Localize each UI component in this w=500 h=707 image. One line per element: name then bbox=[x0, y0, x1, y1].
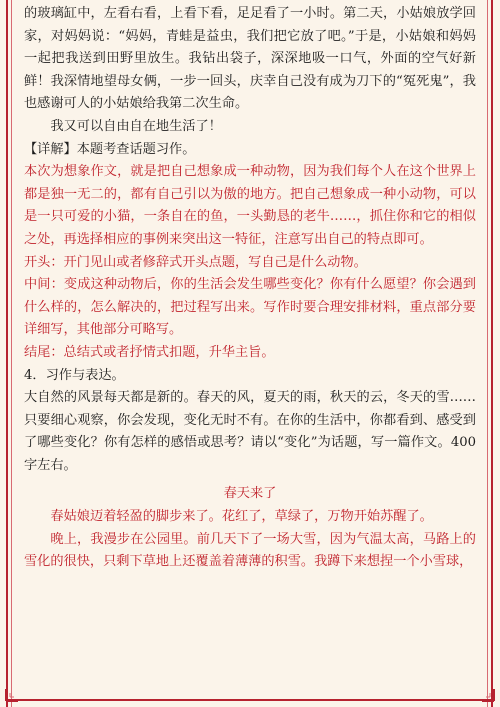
task-number: 4．习作与表达。 bbox=[24, 367, 125, 383]
analysis-start: 开头：开门见山或者修辞式开头点题，写自己是什么动物。 bbox=[24, 254, 367, 270]
story-paragraph-1: 的玻璃缸中，左看右看，上看下看，足足看了一小时。第二天，小姑娘放学回家，对妈妈说：“妈妈，青蛙是益虫，我们把它放了吧。”于是，小姑娘和妈妈一起把我送到田野里放生。我钻出袋子，深深地吸一口气，外面的空气好新鲜！我深情地望母女俩，一步一回头，庆幸自己没有成为刀下的“冤死鬼”，我也感谢可人的小姑娘给我第二次生命。 bbox=[24, 6, 476, 112]
corner-ornament-left-icon bbox=[4, 685, 22, 703]
page-border-bottom bbox=[6, 699, 493, 701]
essay-paragraph-2: 晚上，我漫步在公园里。前几天下了一场大雪，因为气温太高，马路上的雪化的很快，只剩下草地上还覆盖着薄薄的积雪。我蹲下来想捏一个小雪球， bbox=[24, 531, 476, 570]
analysis-heading: 【详解】本题考查话题习作。 bbox=[24, 141, 196, 157]
document-content bbox=[24, 3, 476, 574]
story-paragraph-2: 我又可以自由自在地生活了！ bbox=[50, 118, 222, 134]
essay-paragraph-1: 春姑娘迈着轻盈的脚步来了。花红了，草绿了，万物开始苏醒了。 bbox=[50, 509, 433, 525]
analysis-ending: 结尾：总结式或者抒情式扣题，升华主旨。 bbox=[24, 344, 275, 360]
essay-title: 春天来了 bbox=[223, 486, 277, 502]
analysis-middle: 中间：变成这种动物后，你的生活会发生哪些变化？你有什么愿望？你会遇到什么样的，怎么解决的，把过程写出来。写作时要合理安排材料，重点部分要详细写，其他部分可略写。 bbox=[24, 277, 476, 338]
task-prompt: 大自然的风景每天都是新的。春天的风，夏天的雨，秋天的云，冬天的雪……只要细心观察，你会发现，变化无时不有。在你的生活中，你都看到、感受到了哪些变化？你有怎样的感悟或思考？请以“变化”为话题，写一篇作文。400字左右。 bbox=[24, 390, 476, 473]
analysis-body: 本次为想象作文，就是把自己想象成一种动物，因为我们每个人在这个世界上都是独一无二的，都有自己引以为傲的地方。把自己想象成一种小动物，可以是一只可爱的小猫，一条自在的鱼，一头勤恳的老牛……，抓住你和它的相似之处，再选择相应的事例来突出这一特征，注意写出自己的特点即可。 bbox=[24, 164, 476, 247]
corner-ornament-right-icon bbox=[478, 685, 496, 703]
